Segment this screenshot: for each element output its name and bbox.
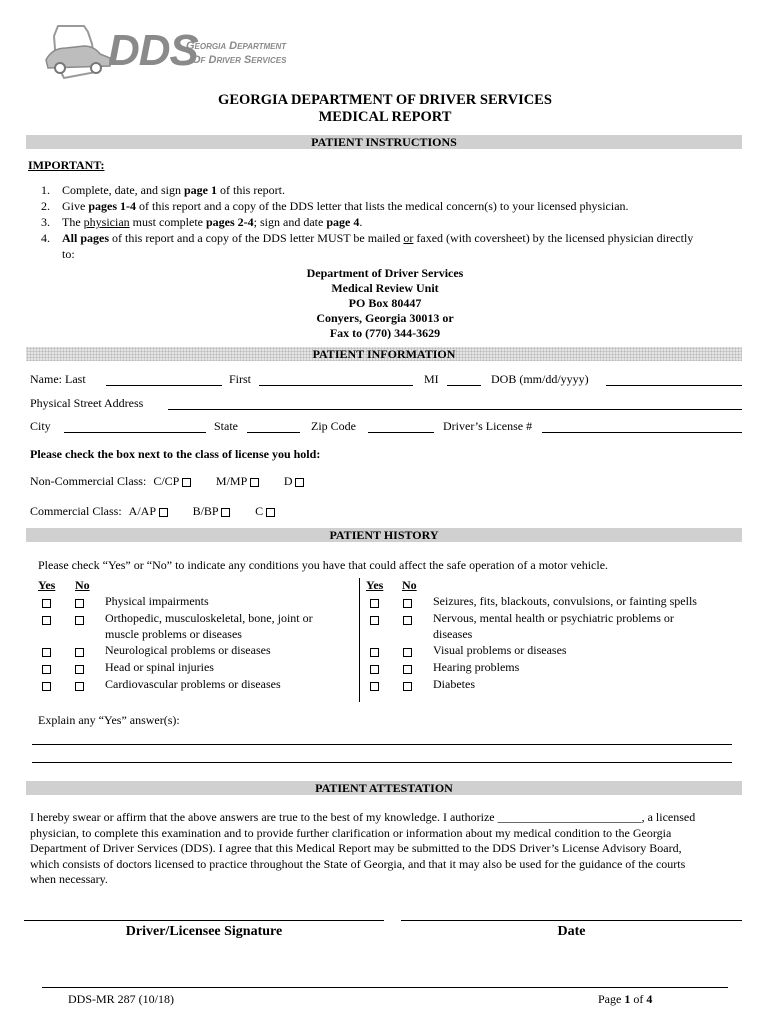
street-address-label: Physical Street Address [30, 396, 144, 410]
explain-line-2[interactable] [32, 762, 732, 763]
street-address-field[interactable] [168, 409, 742, 410]
class-d-checkbox[interactable] [295, 478, 304, 487]
noncommercial-label: Non-Commercial Class: [30, 474, 147, 488]
license-label: Driver’s License # [443, 419, 533, 433]
name-last-label: Name: Last [30, 372, 86, 386]
important-heading: IMPORTANT: [28, 158, 105, 172]
diabetes-no-checkbox[interactable] [403, 682, 412, 691]
yes-header: Yes [366, 578, 384, 592]
condition-label: Orthopedic, musculoskeletal, bone, joint or [105, 611, 313, 625]
license-field[interactable] [542, 432, 742, 433]
instruction-item: 3. The physician must complete pages 2-4; sign and date page 4. [41, 215, 363, 229]
condition-label: Nervous, mental health or psychiatric problems or [433, 611, 674, 625]
orthopedic-no-checkbox[interactable] [75, 616, 84, 625]
license-class-prompt: Please check the box next to the class of license you hold: [30, 447, 321, 461]
column-divider [359, 578, 360, 702]
dds-logo [44, 22, 294, 84]
hearing-yes-checkbox[interactable] [370, 665, 379, 674]
condition-label: Cardiovascular problems or diseases [105, 677, 281, 691]
signature-line[interactable] [24, 920, 384, 921]
noncommercial-row [30, 474, 304, 489]
first-name-field[interactable] [259, 385, 413, 386]
first-name-label: First [229, 372, 252, 386]
class-option-label: B/BP [192, 504, 219, 518]
logo-line-1: Georgia Department [186, 40, 287, 52]
class-ccp-checkbox[interactable] [182, 478, 191, 487]
dob-label: DOB (mm/dd/yyyy) [491, 372, 589, 386]
condition-label: diseases [433, 627, 473, 641]
seizures-no-checkbox[interactable] [403, 599, 412, 608]
form-title: GEORGIA DEPARTMENT OF DRIVER SERVICES [218, 92, 552, 108]
instruction-item: 2. Give pages 1-4 of this report and a copy of the DDS letter that lists the medical concern(s) to your licensed physician. [41, 199, 629, 213]
hearing-no-checkbox[interactable] [403, 665, 412, 674]
patient-information-bar: PATIENT INFORMATION [26, 347, 742, 361]
instruction-item-cont: to: [62, 247, 75, 261]
patient-instructions-bar: PATIENT INSTRUCTIONS [26, 135, 742, 149]
cardio-no-checkbox[interactable] [75, 682, 84, 691]
cardio-yes-checkbox[interactable] [42, 682, 51, 691]
mi-field[interactable] [447, 385, 481, 386]
instruction-item: 4. All pages of this report and a copy of the DDS letter MUST be mailed or faxed (with coversheet) by the licensed physician directly [41, 231, 694, 245]
georgia-car-icon [44, 22, 114, 82]
date-line[interactable] [401, 920, 742, 921]
class-option-label: C [255, 504, 264, 518]
diabetes-yes-checkbox[interactable] [370, 682, 379, 691]
state-field[interactable] [247, 432, 300, 433]
form-number: DDS-MR 287 (10/18) [68, 992, 175, 1006]
physical-yes-checkbox[interactable] [42, 599, 51, 608]
zip-field[interactable] [368, 432, 434, 433]
head-yes-checkbox[interactable] [42, 665, 51, 674]
condition-label: Hearing problems [433, 660, 520, 674]
condition-label: Visual problems or diseases [433, 643, 567, 657]
class-option-label: A/AP [128, 504, 156, 518]
condition-label: Diabetes [433, 677, 475, 691]
date-label: Date [557, 924, 586, 939]
orthopedic-yes-checkbox[interactable] [42, 616, 51, 625]
commercial-label: Commercial Class: [30, 504, 122, 518]
condition-label: muscle problems or diseases [105, 627, 242, 641]
visual-no-checkbox[interactable] [403, 648, 412, 657]
class-bbp-checkbox[interactable] [221, 508, 230, 517]
page-number: Page 1 of 4 [598, 992, 653, 1006]
state-label: State [214, 419, 238, 433]
city-field[interactable] [64, 432, 206, 433]
class-mmp-checkbox[interactable] [250, 478, 259, 487]
nervous-no-checkbox[interactable] [403, 616, 412, 625]
no-header: No [75, 578, 90, 592]
patient-history-bar: PATIENT HISTORY [26, 528, 742, 542]
mi-label: MI [424, 372, 439, 386]
form-subtitle: MEDICAL REPORT [318, 109, 452, 125]
nervous-yes-checkbox[interactable] [370, 616, 379, 625]
condition-label: Head or spinal injuries [105, 660, 214, 674]
commercial-row [30, 504, 275, 519]
explain-label: Explain any “Yes” answer(s): [38, 713, 180, 727]
authorized-physician-field[interactable]: ________________________ [497, 810, 642, 824]
condition-label: Physical impairments [105, 594, 209, 608]
condition-label: Neurological problems or diseases [105, 643, 271, 657]
patient-attestation-bar: PATIENT ATTESTATION [26, 781, 742, 795]
condition-label: Seizures, fits, blackouts, convulsions, or fainting spells [433, 594, 697, 608]
dob-field[interactable] [606, 385, 742, 386]
logo-mark: DDS [108, 26, 198, 75]
mailing-address: Department of Driver Services Medical Review Unit PO Box 80447 Conyers, Georgia 30013 or Fax to (770) 344-3629 [306, 266, 464, 340]
footer-rule [42, 987, 728, 988]
instruction-list [36, 182, 746, 262]
class-option-label: C/CP [153, 474, 179, 488]
city-label: City [30, 419, 51, 433]
visual-yes-checkbox[interactable] [370, 648, 379, 657]
class-aap-checkbox[interactable] [159, 508, 168, 517]
name-last-field[interactable] [106, 385, 222, 386]
explain-line-1[interactable] [32, 744, 732, 745]
class-option-label: M/MP [215, 474, 247, 488]
neurological-no-checkbox[interactable] [75, 648, 84, 657]
class-option-label: D [283, 474, 293, 488]
seizures-yes-checkbox[interactable] [370, 599, 379, 608]
physical-no-checkbox[interactable] [75, 599, 84, 608]
instruction-item: 1. Complete, date, and sign page 1 of this report. [41, 183, 285, 197]
attestation-text: I hereby swear or affirm that the above answers are true to the best of my knowledge. I authorize ________________________, a licensed physician, to complete this examination and to provide further clarification or information about my medical condition to the Georgia Department of Driver Services (DDS). I agree that this Medical Report may be submitted to the DDS Driver’s License Advisory Board, which consists of doctors licensed to practice throughout the State of Georgia, and that it may also be used for the guidance of the courts when necessary. [30, 810, 696, 886]
signature-label: Driver/Licensee Signature [125, 924, 283, 939]
history-prompt: Please check “Yes” or “No” to indicate any conditions you have that could affect the safe operation of a motor vehicle. [38, 558, 609, 572]
no-header: No [402, 578, 417, 592]
head-no-checkbox[interactable] [75, 665, 84, 674]
yes-header: Yes [38, 578, 56, 592]
logo-line-2: Of Driver Services [192, 54, 287, 66]
zip-label: Zip Code [311, 419, 356, 433]
class-c-checkbox[interactable] [266, 508, 275, 517]
neurological-yes-checkbox[interactable] [42, 648, 51, 657]
